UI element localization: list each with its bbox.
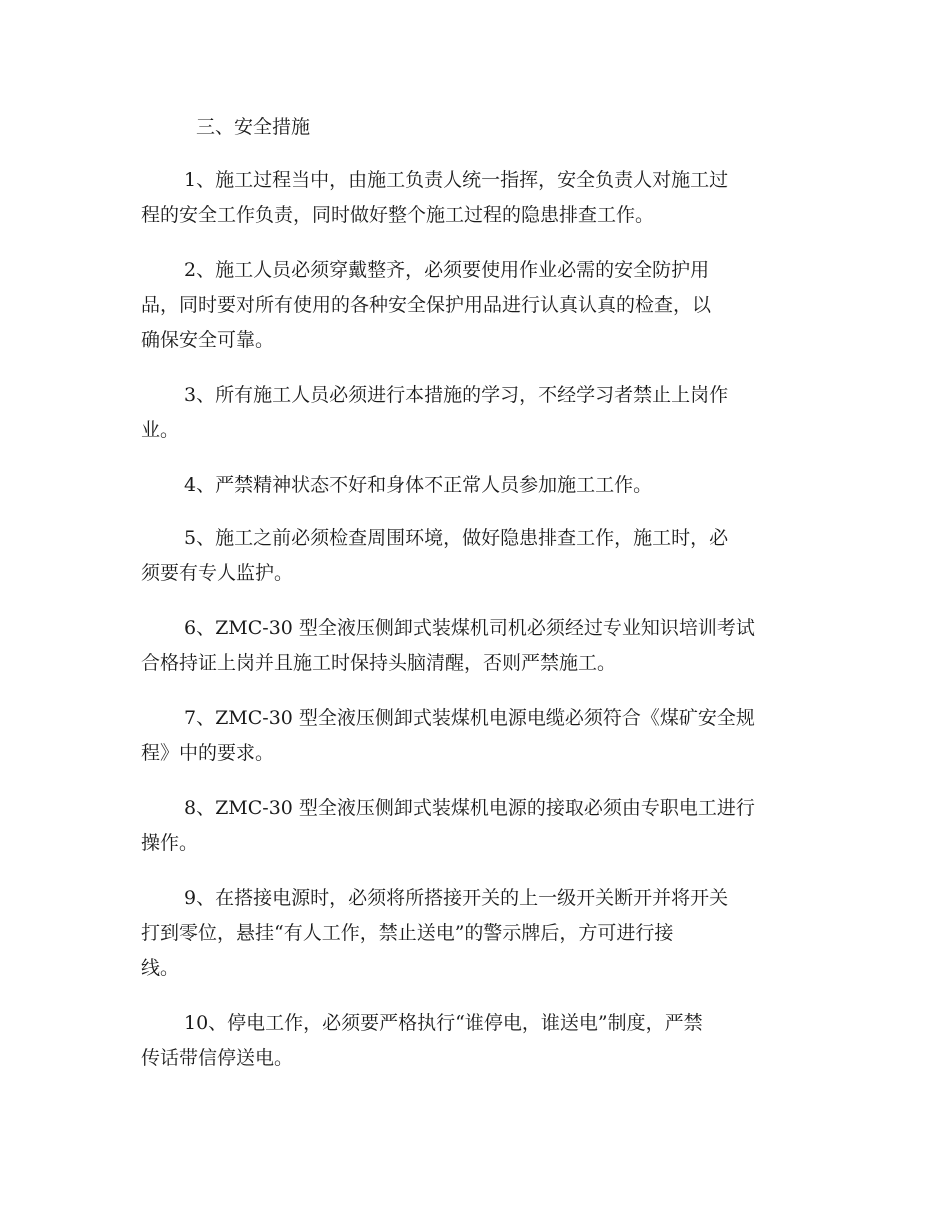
paragraph-line: 9、在搭接电源时，必须将所搭接开关的上一级开关断开并将开关 xyxy=(184,887,729,909)
paragraph-line: 3、所有施工人员必须进行本措施的学习，不经学习者禁止上岗作 xyxy=(184,384,729,406)
measure-item-10 xyxy=(141,1006,821,1076)
paragraph-line: 打到零位，悬挂“有人工作，禁止送电”的警示牌后，方可进行接 xyxy=(141,922,674,944)
paragraph-line: 程》中的要求。 xyxy=(141,742,275,764)
paragraph-line: 须要有专人监护。 xyxy=(141,562,294,584)
paragraph-line: 操作。 xyxy=(141,832,199,854)
measure-item-9 xyxy=(141,881,821,986)
measure-item-1 xyxy=(141,163,821,233)
paragraph-line: 业。 xyxy=(141,419,180,441)
measure-item-7 xyxy=(141,701,821,771)
paragraph-line: 2、施工人员必须穿戴整齐，必须要使用作业必需的安全防护用 xyxy=(184,259,710,281)
measure-item-6 xyxy=(141,611,821,681)
paragraph-line: 确保安全可靠。 xyxy=(141,329,275,351)
paragraph-line: 4、严禁精神状态不好和身体不正常人员参加施工工作。 xyxy=(184,474,653,496)
paragraph-line: 1、施工过程当中，由施工负责人统一指挥，安全负责人对施工过 xyxy=(184,169,729,191)
paragraph-line: 线。 xyxy=(141,957,180,979)
paragraph-line: 传话带信停送电。 xyxy=(141,1047,294,1069)
measure-item-5 xyxy=(141,521,821,591)
paragraph-line: 8、ZMC-30 型全液压侧卸式装煤机电源的接取必须由专职电工进行 xyxy=(184,797,755,819)
paragraph-line: 10、停电工作，必须要严格执行“谁停电，谁送电”制度，严禁 xyxy=(184,1012,703,1034)
paragraph-line: 程的安全工作负责，同时做好整个施工过程的隐患排查工作。 xyxy=(141,204,655,226)
measure-item-4 xyxy=(141,468,821,503)
measure-item-8 xyxy=(141,791,821,861)
paragraph-line: 合格持证上岗并且施工时保持头脑清醒，否则严禁施工。 xyxy=(141,652,617,674)
measure-item-2 xyxy=(141,253,821,358)
paragraph-line: 7、ZMC-30 型全液压侧卸式装煤机电源电缆必须符合《煤矿安全规 xyxy=(184,707,755,729)
measure-item-3 xyxy=(141,378,821,448)
section-heading: 三、安全措施 xyxy=(196,116,311,138)
paragraph-line: 品，同时要对所有使用的各种安全保护用品进行认真认真的检查，以 xyxy=(141,294,712,316)
paragraph-line: 5、施工之前必须检查周围环境，做好隐患排查工作，施工时，必 xyxy=(184,527,729,549)
paragraph-line: 6、ZMC-30 型全液压侧卸式装煤机司机必须经过专业知识培训考试 xyxy=(184,617,755,639)
